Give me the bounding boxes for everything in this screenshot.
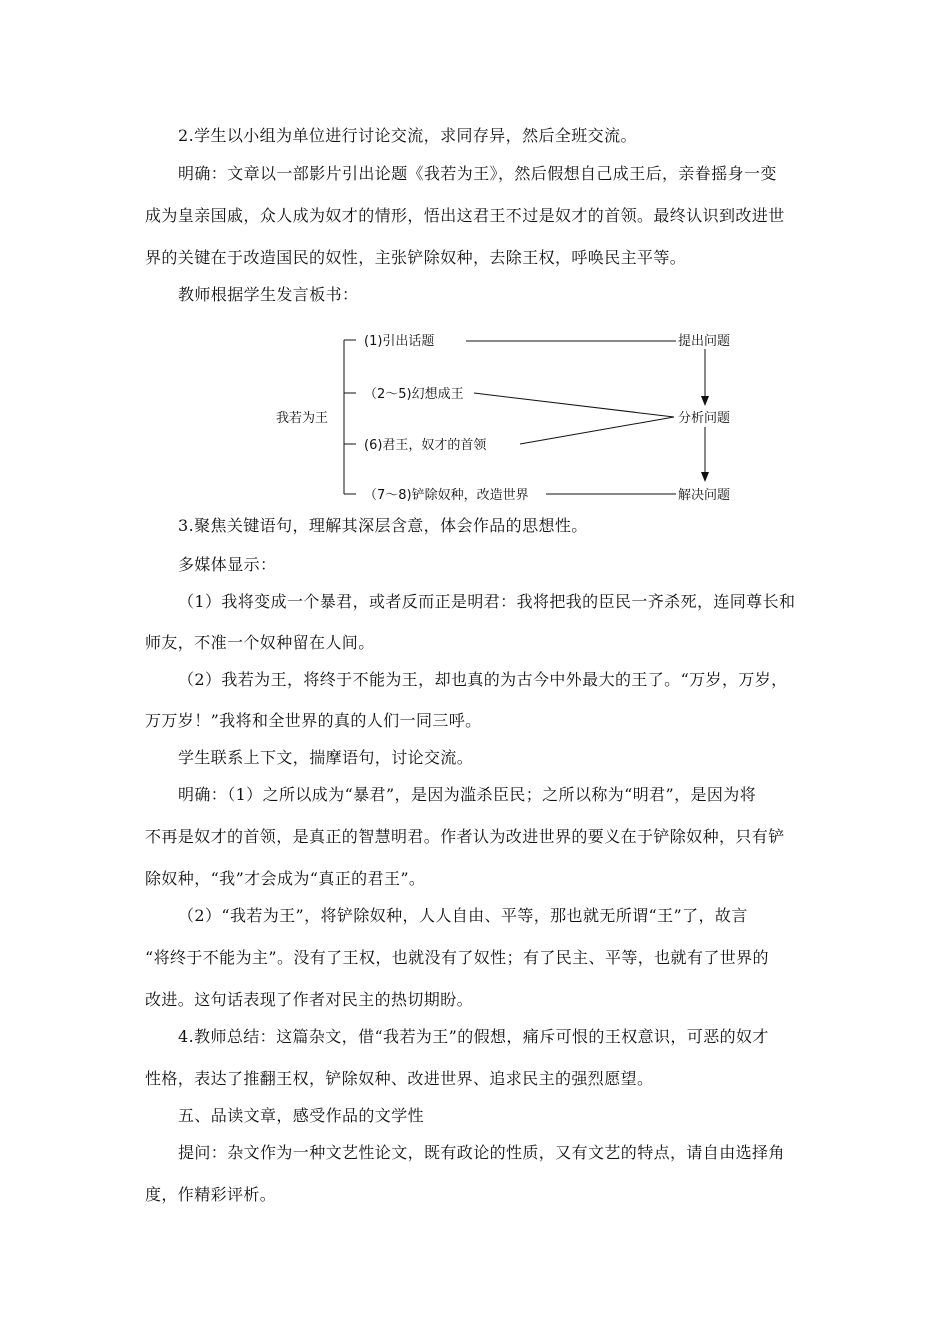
paragraph: 教师根据学生发言板书： bbox=[178, 285, 359, 304]
paragraph: 明确：文章以一部影片引出论题《我若为王》，然后假想自己成王后，亲眷摇身一变 bbox=[178, 164, 777, 183]
paragraph: 明确：（1）之所以成为“暴君”，是因为滥杀臣民；之所以称为“明君”，是因为将 bbox=[178, 785, 757, 804]
paragraph-line: 除奴种，“我”才会成为“真正的君王”。 bbox=[145, 869, 426, 888]
paragraph-line: 界的关键在于改造国民的奴性，主张铲除奴种，去除王权，呼唤民主平等。 bbox=[145, 248, 687, 267]
paragraph: 2.学生以小组为单位进行讨论交流，求同存异，然后全班交流。 bbox=[178, 126, 637, 145]
paragraph-line: 成为皇亲国戚，众人成为奴才的情形，悟出这君王不过是奴才的首领。最终认识到改进世 bbox=[145, 206, 785, 225]
paragraph: （1）我将变成一个暴君，或者反而正是明君：我将把我的臣民一齐杀死，连同尊长和 bbox=[178, 592, 796, 611]
paragraph: 提问：杂文作为一种文艺性论文，既有政论的性质，又有文艺的特点，请自由选择角 bbox=[178, 1143, 785, 1162]
paragraph-line: 万万岁！”我将和全世界的真的人们一同三呼。 bbox=[145, 711, 482, 730]
paragraph-line: 改进。这句话表现了作者对民主的热切期盼。 bbox=[145, 990, 474, 1009]
paragraph-line: 不再是奴才的首领，是真正的智慧明君。作者认为改进世界的要义在于铲除奴种，只有铲 bbox=[145, 827, 785, 846]
paragraph-line: 性格，表达了推翻王权，铲除奴种、改进世界、追求民主的强烈愿望。 bbox=[145, 1069, 654, 1088]
diagram-stage: 提出问题 bbox=[678, 334, 731, 349]
paragraph: 学生联系上下文，揣摩语句，讨论交流。 bbox=[178, 748, 474, 767]
diagram-item: （7～8)铲除奴种，改造世界 bbox=[364, 488, 529, 503]
diagram-stage: 分析问题 bbox=[678, 411, 731, 426]
connector-line bbox=[520, 417, 674, 444]
paragraph: 4.教师总结：这篇杂文，借“我若为王”的假想，痛斥可恨的王权意识，可恶的奴才 bbox=[178, 1027, 769, 1046]
paragraph-line: 师友，不准一个奴种留在人间。 bbox=[145, 633, 375, 652]
arrow-head-icon bbox=[701, 396, 709, 406]
section-heading: 五、品读文章，感受作品的文学性 bbox=[178, 1106, 425, 1125]
paragraph-line: “将终于不能为主”。没有了王权，也就没有了奴性；有了民主、平等，也就有了世界的 bbox=[145, 948, 769, 967]
connector-line bbox=[474, 393, 674, 417]
paragraph: （2）“我若为王”，将铲除奴种，人人自由、平等，那也就无所谓“王”了，故言 bbox=[178, 906, 748, 925]
diagram-root: 我若为王 bbox=[276, 411, 329, 426]
paragraph: 3.聚焦关键语句，理解其深层含意，体会作品的思想性。 bbox=[178, 516, 588, 535]
paragraph: 多媒体显示： bbox=[178, 555, 277, 574]
paragraph-line: 度，作精彩评析。 bbox=[145, 1185, 277, 1204]
diagram-item: （2～5)幻想成王 bbox=[364, 387, 464, 402]
paragraph: （2）我若为王，将终于不能为王，却也真的为古今中外最大的王了。“万岁，万岁， bbox=[178, 670, 788, 689]
diagram-stage: 解决问题 bbox=[678, 488, 731, 503]
board-diagram bbox=[270, 326, 750, 512]
diagram-item: (1)引出话题 bbox=[364, 334, 435, 349]
arrow-head-icon bbox=[701, 472, 709, 482]
diagram-item: (6)君王，奴才的首领 bbox=[364, 438, 487, 453]
